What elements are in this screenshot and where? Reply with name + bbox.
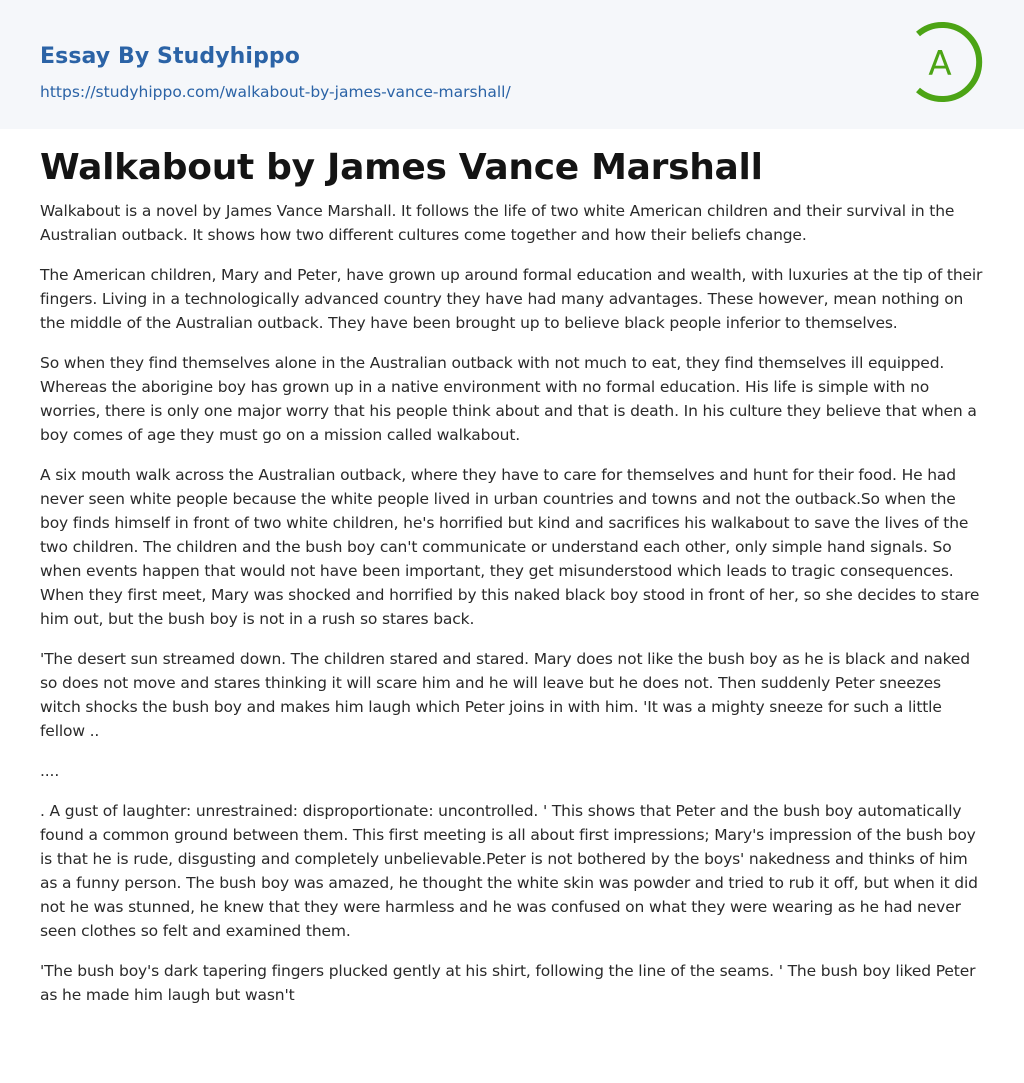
article-paragraph: 'The desert sun streamed down. The children stared and stared. Mary does not like the bush boy as he is black and naked so does not move and stares thinking it will scare him and he will leave but he does not. Then suddenly Peter sneezes witch shocks the bush boy and makes him laugh which Peter joins in with him. 'It was a mighty sneeze for such a little fellow .. — [40, 650, 970, 740]
article-paragraph: The American children, Mary and Peter, have grown up around formal education and wealth, with luxuries at the tip of their fingers. Living in a technologically advanced country they have had many advantages. These however, mean nothing on the middle of the Australian outback. They have been brought up to believe black people inferior to themselves. — [40, 266, 983, 332]
source-url-link[interactable]: https://studyhippo.com/walkabout-by-james-vance-marshall/ — [40, 83, 511, 101]
page-header — [0, 0, 1024, 129]
studyhippo-logo-icon[interactable] — [910, 18, 988, 106]
article — [0, 147, 1024, 1007]
article-title: Walkabout by James Vance Marshall — [40, 147, 763, 188]
article-paragraph: Walkabout is a novel by James Vance Marshall. It follows the life of two white American children and their survival in the Australian outback. It shows how two different cultures come together and how their beliefs change. — [40, 202, 955, 244]
article-paragraph: . A gust of laughter: unrestrained: disproportionate: uncontrolled. ' This shows that Peter and the bush boy automatically found a common ground between them. This first meeting is all about first impressions; Mary's impression of the bush boy is that he is rude, disgusting and completely unbelievable.Peter is not bothered by the boys' nakedness and thinks of him as a funny person. The bush boy was amazed, he thought the white skin was powder and tried to rub it off, but when it did not he was stunned, he knew that they were harmless and he was confused on what they were wearing as he had never seen clothes so felt and examined them. — [40, 802, 978, 940]
article-paragraph: So when they find themselves alone in the Australian outback with not much to eat, they find themselves ill equipped. Whereas the aborigine boy has grown up in a native environment with no formal education. His life is simple with no worries, there is only one major worry that his people think about and that is death. In his culture they believe that when a boy comes of age they must go on a mission called walkabout. — [40, 354, 977, 444]
article-paragraph: 'The bush boy's dark tapering fingers plucked gently at his shirt, following the line of the seams. ' The bush boy liked Peter as he made him laugh but wasn't — [40, 962, 976, 1004]
logo-letter: A — [928, 44, 952, 84]
article-ellipsis: .... — [40, 762, 60, 780]
brand-title: Essay By Studyhippo — [40, 44, 300, 69]
article-paragraph: A six mouth walk across the Australian outback, where they have to care for themselves and hunt for their food. He had never seen white people because the white people lived in urban countries and towns and not the outback.So when the boy finds himself in front of two white children, he's horrified but kind and sacrifices his walkabout to save the lives of the two children. The children and the bush boy can't communicate or understand each other, only simple hand signals. So when events happen that would not have been important, they get misunderstood which leads to tragic consequences. When they first meet, Mary was shocked and horrified by this naked black boy stood in front of her, so she decides to stare him out, but the bush boy is not in a rush so stares back. — [40, 466, 980, 628]
